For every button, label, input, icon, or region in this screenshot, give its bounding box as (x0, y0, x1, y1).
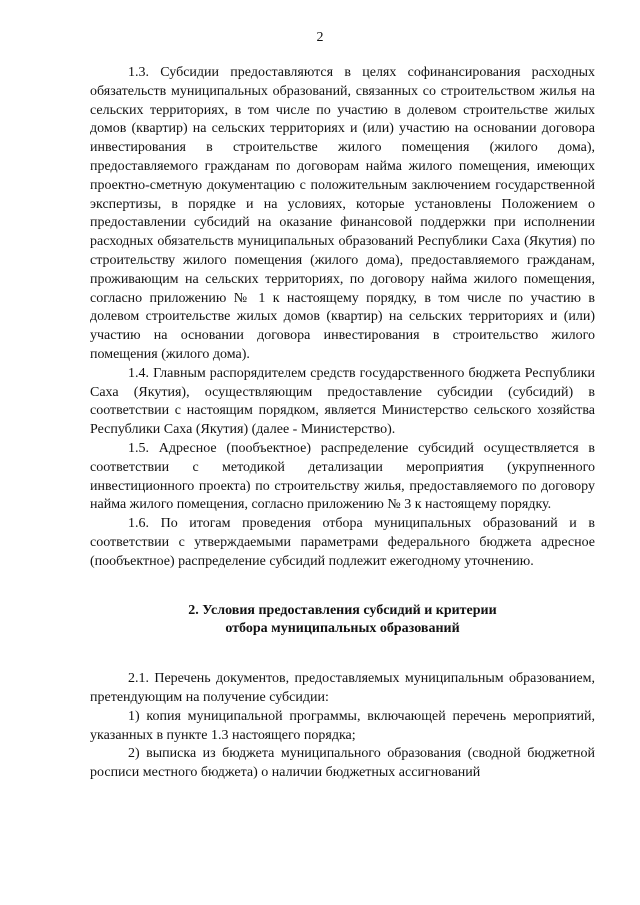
section-heading-line-1: 2. Условия предоставления субсидий и критерии (188, 602, 497, 618)
list-item-2: 2) выписка из бюджета муниципального образования (сводной бюджетной росписи местного бюджета) о наличии бюджетных ассигнований (90, 746, 595, 781)
paragraph-1-5: 1.5. Адресное (пообъектное) распределение субсидий осуществляется в соответствии с методикой детализации мероприятия (укрупненного инвестиционного проекта) по строительству жилья, предоставляемого по договору найма жилого помещения, согласно приложению № 3 к настоящему порядку. (90, 440, 595, 513)
paragraph-2-1: 2.1. Перечень документов, предоставляемых муниципальным образованием, претендующим на получение субсидии: (90, 671, 595, 705)
section-heading-line-2: отбора муниципальных образований (225, 621, 460, 637)
list-item-1: 1) копия муниципальной программы, включающей перечень мероприятий, указанных в пункте 1.3 настоящего порядка; (90, 708, 595, 743)
section-heading (90, 602, 595, 640)
paragraph-1-6: 1.6. По итогам проведения отбора муниципальных образований и в соответствии с утверждаемыми параметрами федерального бюджета адресное (пообъектное) распределение субсидий подлежит ежегодному уточнению. (90, 516, 595, 569)
page-number: 2 (316, 30, 324, 45)
document-body (90, 64, 595, 783)
paragraph-1-3: 1.3. Субсидии предоставляются в целях софинансирования расходных обязательств муниципальных образований, связанных со строительством жилья на сельских территориях, в том числе по участию в долевом строительстве жилых домов (квартир) на сельских территориях и (или) участию на основании договора инвестирования в строительстве жилого помещения (жилого дома), предоставляемого гражданам по договорам найма жилого помещения, имеющих проектно-сметную документацию с положительным заключением государственной экспертизы, в порядке и на условиях, которые установлены Положением о предоставлении субсидий на оказание финансовой поддержки при исполнении расходных обязательств муниципальных образований Республики Саха (Якутия) по строительству жилого помещения (жилого дома), предоставляемого гражданам, проживающим на сельских территориях, по договору найма жилого помещения, согласно приложению № 1 к настоящему порядку, в том числе по участию в долевом строительстве жилых домов (квартир) на сельских территориях и (или) участию на основании договора инвестирования в строительство жилого помещения (жилого дома). (90, 65, 595, 362)
paragraph-1-4: 1.4. Главным распорядителем средств государственного бюджета Республики Саха (Якутия), осуществляющим предоставление субсидии (субсидий) в соответствии с настоящим порядком, является Министерство сельского хозяйства Республики Саха (Якутия) (далее - Министерство). (90, 365, 595, 438)
